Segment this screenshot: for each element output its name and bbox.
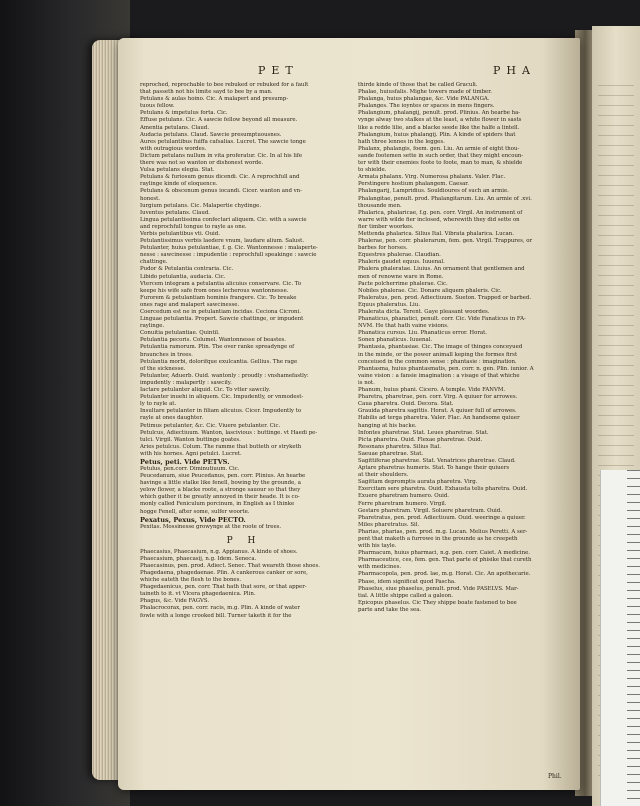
dictionary-entry-line: havinge a little stalke like fenell, bowing by the grounde, a (140, 480, 301, 487)
dictionary-entry-line: Phagedaenicus, pen. corr. That hath that sore, or that apper- (140, 584, 307, 591)
dictionary-entry-line: Petulans & obscenum genus iocandi. Cicer. wanton and vn- (140, 188, 302, 195)
dictionary-entry-line: Iactare petulanter aliquid. Cic. To vtter sawcily. (140, 387, 271, 394)
dictionary-entry-line: Pacte polcherrime phalerae. Cic. (358, 280, 448, 287)
left-column-entries (140, 82, 348, 531)
dictionary-entry-line: like a redde lilie, and a blacke seede like the halfe a lintell. (358, 124, 520, 131)
dictionary-entry-line: vynge alway two stalkes at the least, a white flower in sasts (358, 117, 522, 124)
dictionary-entry-line: Petimus petulanter, &c. Cic. Viuere petulanter. Cic. (140, 422, 281, 429)
dictionary-entry-line: Petulantissimus verbis laedere vnum, laudare alium. Salust. (140, 238, 305, 245)
dictionary-entry-line: Phaecasinus, pen. prod. Adiect. Senec. That weareth those shoes. (140, 562, 320, 569)
dictionary-entry-line: Insultare petulanter in filiam alicuius. Cicer. Impudently to (140, 408, 302, 415)
dictionary-entry-line: tial. A little shippe called a galeon. (358, 592, 454, 599)
dictionary-entry-line: chattinge. (140, 259, 168, 266)
dictionary-entry-line: Mettenda phalarica. Silius Ital. Vibrata phalarica. Lucan. (358, 230, 514, 237)
dictionary-entry-line: thirde kinde of those that be called Graculi. (358, 82, 478, 88)
dictionary-entry-line: tulci. Virgil. Wanton buttinge goates. (140, 436, 241, 443)
dictionary-entry-line: fowle with a longe crooked bill. Turner taketh it for the (140, 612, 292, 619)
dictionary-entry-line: ly to rayle at. (140, 401, 177, 408)
dictionary-entry-line: Sonex phanaticus. Iuuenal. (358, 337, 433, 344)
dictionary-entry-line: raylinge kinde of eloquence. (140, 181, 218, 188)
dictionary-entry-line: Sagittiferae pharetrae. Stat. Venatrices pharetrae. Claud. (358, 457, 516, 464)
dictionary-entry-line: Exercitam sere pharetra. Ouid. Exhausta telis pharetra. Ouid. (358, 486, 528, 493)
dictionary-entry-line: Phagus, &c. Vide FAGVS. (140, 598, 210, 605)
dictionary-entry-line: Peucedanum, siue Peucedanus, pen. corr. Plinius. An hearbe (140, 473, 306, 480)
dictionary-entry-line: keepe his wife safe from ones lecherous wantonnesse. (140, 287, 289, 294)
dictionary-entry-line: vaine vision : a fansie imagination : a visage of that whiche (358, 372, 520, 379)
dictionary-entry-line: Phalangium, phalangij, penult. prod. Plinius. An hearbe ha- (358, 110, 521, 117)
dictionary-entry-line: braunches in trees. (140, 351, 193, 358)
dictionary-entry-line: Pharetratus, pen. prod. Adiectiuum. Ouid. weeringe a quiuer. (358, 514, 526, 521)
dictionary-entry-line: fier timber woorkes. (358, 223, 414, 230)
dictionary-entry-line: Phanatica cursus. Liu. Phanaticus error. Horat. (358, 330, 488, 337)
left-column-ph-entries (140, 549, 348, 620)
dictionary-entry-line: Pharias, pharias, pen. prod. m.g. Lucan. Melius Peretti. A ser- (358, 528, 528, 535)
dictionary-entry-line: Phaecasius, Phaecasium, n.g. Appianus. A kinde of shoes. (140, 548, 298, 555)
dictionary-entry-line: with his hornes. Agni petulci. Lucret. (140, 450, 242, 457)
dictionary-entry-line: Exuere pharetram humero. Ouid. (358, 493, 449, 500)
dictionary-entry-line: Aptare pharetras humeris. Stat. To hange their quiuers (358, 465, 510, 472)
dictionary-entry-line: Petulans & furiosum genus dicendi. Cic. A reprochfull and (140, 174, 300, 181)
dictionary-entry-line: Petulanter, huius petulantiae, f. g. Cic. Wantonnesse : malaperte- (140, 245, 318, 252)
dictionary-entry-line: Phanum, huius phani. Cicero. A temple. Vide FANVM. (358, 387, 506, 394)
dictionary-entry-line: Petus, peti. Vide PETVS. (140, 457, 230, 466)
dictionary-entry-line: Pexatus, Pexus, Vide PECTO. (140, 515, 246, 524)
dictionary-entry-line: NVM. He that hath vaine visions. (358, 323, 449, 330)
dictionary-entry-line: Equus phaleratus. Liu. (358, 301, 420, 308)
dictionary-entry-line: whiche eateth the flesh to the bones. (140, 577, 242, 584)
dictionary-entry-line: Petulanter inuehi in aliquem. Cic. Impudently, or vnmodest- (140, 394, 304, 401)
dictionary-entry-line: of the sicknesse. (140, 365, 186, 372)
dictionary-entry-line: Miles pharetratus. Sil. (358, 521, 420, 528)
dictionary-entry-line: rayle at ones daughter. (140, 415, 204, 422)
dictionary-entry-line: Audacia petulans. Claud. Sawcie presumptuousnes. (140, 131, 282, 138)
dictionary-entry-line: Phaecasium, phaecasij, n.g. Idem. Seneca. (140, 555, 257, 562)
dictionary-entry-line: Infontes pharetrae. Stat. Leues pharetrae. Stat. (358, 429, 489, 436)
dictionary-entry-line: Phagedaena, phagedaenae. Plin. A cankerous canker or sore, (140, 570, 308, 576)
dictionary-entry-line: Petulanter, Aduerb. Ouid. wantonly : proudly : vnshamefastly: (140, 372, 309, 379)
dictionary-entry-line: Petulans & aulas hoino. Cic. A malapert and presump- (140, 96, 289, 103)
right-column-entries (358, 82, 566, 614)
dictionary-entry-line: Ferre pharetram humero. Virgil. (358, 500, 447, 507)
dictionary-entry-line: Perstingere hostium phalangem. Caesar. (358, 181, 470, 188)
measuring-ruler (600, 470, 640, 806)
dictionary-entry-line: is not. (358, 379, 375, 386)
dictionary-entry-line: Pharmacopola, pen. prod. lae, m.g. Horat. Cic. An apothecarie. (358, 571, 531, 578)
dictionary-entry-line: Phalae, huiusfalis. Mighe towers made of timber. (358, 89, 492, 96)
dictionary-entry-line: that passeth not his limite sayd to bee by a man. (140, 89, 273, 96)
dictionary-entry-line: hogge Fenell, after some, sulfer woorte. (140, 508, 250, 515)
dictionary-entry-line: Petulantia pecoris. Columel. Wantonnesse of beastes. (140, 337, 287, 344)
dictionary-entry-line: ter with their enemies foote to foote, man to man, & shielde (358, 160, 523, 167)
dictionary-entry-line: to shielde. (358, 167, 387, 174)
dictionary-entry-line: Phase, idem significat quod Pascha. (358, 578, 456, 585)
dictionary-entry-line: Equestres phalerae. Claudian. (358, 252, 441, 259)
dictionary-entry-line: Phalanx, phalangis, foem. gen. Liu. An armie of eight thou- (358, 145, 520, 152)
dictionary-entry-line: Phalanges. The ioyntes or spaces in mens fingers. (358, 103, 495, 110)
dictionary-entry-line: Furorem & petulantiam hominis frangere. Cic. To breake (140, 294, 297, 301)
dictionary-entry-line: Petulans & impetulus forta. Cic. (140, 110, 228, 117)
dictionary-entry-line: Conuitia petulantiae. Quintil. (140, 330, 220, 337)
dictionary-entry-line: thousande men. (358, 202, 402, 209)
dictionary-entry-line: Verbis petulantibus vti. Ouid. (140, 230, 220, 237)
dictionary-entry-line: Pexitas. Mossinesse growynge at the roote of trees. (140, 523, 282, 530)
dictionary-entry-line: Nobiles phalerae. Cic. Donare aliquem phaleris. Cic. (358, 287, 502, 294)
dictionary-entry-line: Petulus, pen.corr. Diminutiuum. Cic. (140, 465, 240, 472)
dictionary-entry-line: Pharmaceutice, ces, fem. gen. That parte of phisike that cureth (358, 557, 532, 564)
right-column (358, 82, 566, 614)
dictionary-entry-line: yelow flower, a blacke roote, a stronge sauour so that they (140, 487, 301, 494)
dictionary-entry-line: barbes for horses. (358, 245, 408, 252)
dictionary-entry-line: Picta pharetra. Ouid. Flexae pharetrae. Ouid. (358, 436, 483, 443)
dictionary-entry-line: Pharmacum, huius pharmaci, n.g. pen. corr. Caiet. A medicine. (358, 550, 530, 557)
dictionary-entry-line: Petulcus, Adiectiuum. Wanton, lascivious : buttinge. vt Haedi pe- (140, 429, 318, 436)
dictionary-entry-line: Linguae petulantia. Propert. Sawcie chattinge, or impudent (140, 316, 304, 323)
dictionary-entry-line: with outragious wordes. (140, 145, 207, 152)
dictionary-entry-line: impudently : malapertly : sawcily. (140, 379, 232, 386)
running-head-left: PET (258, 64, 299, 77)
dictionary-entry-line: nesse : sawcinesse : impudentie : reprochfull speakinge : sawcie (140, 252, 317, 259)
dictionary-entry-line: Phalangium, huius phalangij. Plin. A kinde of spiders that (358, 131, 516, 138)
catchword: Phil. (548, 773, 562, 780)
section-heading: P H (226, 535, 262, 546)
dictionary-entry-line: Saeuae pharetrae. Stat. (358, 450, 424, 457)
dictionary-entry-line: monly called Feniculum porcinum, in English as I thinke (140, 501, 295, 508)
dictionary-entry-line: Phanaticus, phanatici, penult. corr. Cic. Vide Fanaticus in FA- (358, 316, 526, 323)
dictionary-entry-line: Phalacrocorax, pen. corr. racis, m.g. Plin. A kinde of water (140, 605, 300, 612)
dictionary-entry-line: Caua pharetra. Ouid. Decora. Stat. (358, 401, 454, 408)
dictionary-entry-line: Epicopus phaselus. Cic They shippe boate fastened to bee (358, 599, 517, 606)
dictionary-entry-line: tuous fellow. (140, 103, 175, 110)
dictionary-entry-line: Iuventus petulans. Claud. (140, 209, 211, 216)
dictionary-entry-line: hanging at his backe. (358, 422, 417, 429)
dictionary-entry-line: conceiued in the common sense : phantasie : imagination. (358, 358, 517, 365)
dictionary-entry-line: ones rage and malapert sawcinesse. (140, 301, 240, 308)
dictionary-entry-line: Effuse petulans. Cic. A sawcie fellow beyond all measure. (140, 117, 298, 124)
dictionary-entry-line: Libido petulantia, audacia. Cic. (140, 273, 226, 280)
dictionary-entry-line: Phantasia, phantasiae. Cic. The image of thinges conceyued (358, 344, 523, 351)
dictionary-entry-line: sande footemen sette in such order, that they might encoun- (358, 152, 524, 159)
dictionary-entry-line: Pharetra, pharetrae, pen. corr. Virg. A quiuer for arrowes. (358, 394, 518, 401)
dictionary-entry-line: in the minde, or the power animall keping the formes first (358, 351, 518, 358)
dictionary-entry-line: Phaleris gaudet equus. Iuuenal. (358, 259, 445, 266)
dictionary-page (118, 38, 580, 790)
dictionary-entry-line: Resonans pharetra. Silius Ital. (358, 443, 441, 450)
dictionary-entry-line: pent that maketh a furrowe in the grounde as he creepeth (358, 536, 518, 542)
dictionary-entry-line: Armata phalanx. Virg. Numerosa phalanx. Valer. Flac. (358, 174, 506, 181)
dictionary-entry-line: Sagittam depromptis aurata pharetra. Virg. (358, 479, 478, 486)
dictionary-entry-line: Phaselus, siue phaselus, penult. prod. Vide PASELVS. Mar- (358, 585, 519, 592)
dictionary-entry-line: Lingua petulantissima confectari aliquem. Cic. with a sawcie (140, 216, 307, 223)
ruler-ticks (627, 470, 640, 806)
dictionary-entry-line: which gather it be greatly annoyed in their heade. It is co- (140, 494, 300, 501)
dictionary-entry-line: Phalangitae, penult. prod. Phalangitarum. Liu. An armie of .xvi. (358, 195, 532, 202)
dictionary-entry-line: honest. (140, 195, 161, 202)
dictionary-entry-line: parte and take the sea. (358, 606, 422, 613)
left-column (140, 82, 348, 620)
dictionary-entry-line: Grauida pharetra sagittis. Horat. A quiuer full of arrowes. (358, 408, 517, 415)
dictionary-entry-line: Amentia petulans. Claud. (140, 124, 210, 131)
dictionary-entry-line: Phalarica, phalaricae, f.g. pen. corr. Virgil. An instrument of (358, 209, 523, 216)
dictionary-entry-line: Vulsa petulans elegia. Stat. (140, 167, 215, 174)
dictionary-entry-line: Phantasma, huius phantasmatis, pen. corr. n. gen. Plin. iunior. A (358, 365, 534, 372)
dictionary-entry-line: Phalerae, pen. corr. phalerarum, fem. gen. Virgil. Trappures, or (358, 238, 533, 245)
dictionary-entry-line: hath three lennes in the legges. (358, 138, 445, 145)
dictionary-entry-line: men of renowne ware in Rome. (358, 273, 444, 280)
dictionary-entry-line: there was not so wanton or dishonest worde. (140, 160, 264, 167)
dictionary-entry-line: with medicines. (358, 564, 402, 571)
dictionary-entry-line: Coercedum est ne in petulantiam incidas. Ceciona Cicroni. (140, 309, 301, 315)
dictionary-entry-line: raylinge. (140, 323, 165, 330)
dictionary-entry-line: Aures petulantibus fuiffa cafsalias. Lucret. The sawcie tonge (140, 138, 306, 145)
dictionary-entry-line: Phaleratus, pen. prod. Adiectiuum. Sueton. Trapped or barbed. (358, 294, 532, 301)
dictionary-entry-line: Iurgium petulans. Cic. Malapertie chydinge. (140, 202, 262, 209)
dictionary-entry-line: at their shoulders. (358, 472, 409, 479)
dictionary-entry-line: Aries petulcus. Colum. The ramme that butteth or stryketh (140, 443, 302, 450)
dictionary-entry-line: with his tayle. (358, 543, 397, 550)
dictionary-entry-line: warre with wilde fier inclosed, wherewith they did sette on (358, 216, 520, 223)
dictionary-entry-line: Habilis ad terga pharetra. Valer. Flac. An handsome quiuer (358, 415, 520, 422)
dictionary-entry-line: Phalanga, huius phalangae, &c. Vide PALANGA. (358, 96, 490, 103)
dictionary-entry-line: reproched, reprochable to bee rebuked or rebuked for a fault (140, 82, 309, 88)
dictionary-entry-line: and reprochfull tongue to rayle as one. (140, 223, 247, 230)
dictionary-entry-line: Petulantia morbi, dolorifque exulcantia. Gellius. The rage (140, 358, 298, 365)
dictionary-entry-line: Dictum petulans nullum in vita proferatur. Cic. In al his life (140, 152, 303, 159)
running-head-right: PHA (493, 64, 536, 77)
dictionary-entry-line: taineth to it. vt Vlcera phagedaenica. Plin. (140, 591, 256, 598)
dictionary-entry-line: Phalangarij, Lampridius. Souldioures of such an armie. (358, 188, 509, 195)
dictionary-entry-line: Pudor & Petulantia contraria. Cic. (140, 266, 234, 273)
dictionary-entry-line: Gestare pharetram. Virgil. Soluere pharetram. Ouid. (358, 507, 502, 514)
dictionary-entry-line: Phalera phaleratae. Liuius. An ornament that gentlemen and (358, 266, 525, 273)
dictionary-entry-line: Petulantia ramorum. Plin. The over ranke spreadynge of (140, 344, 295, 351)
dictionary-entry-line: Vtercem integram a petulantia alicuius conservare. Cic. To (140, 280, 302, 287)
dictionary-entry-line: Phalerata dicta. Terent. Gaye pleasant woordes. (358, 309, 490, 315)
